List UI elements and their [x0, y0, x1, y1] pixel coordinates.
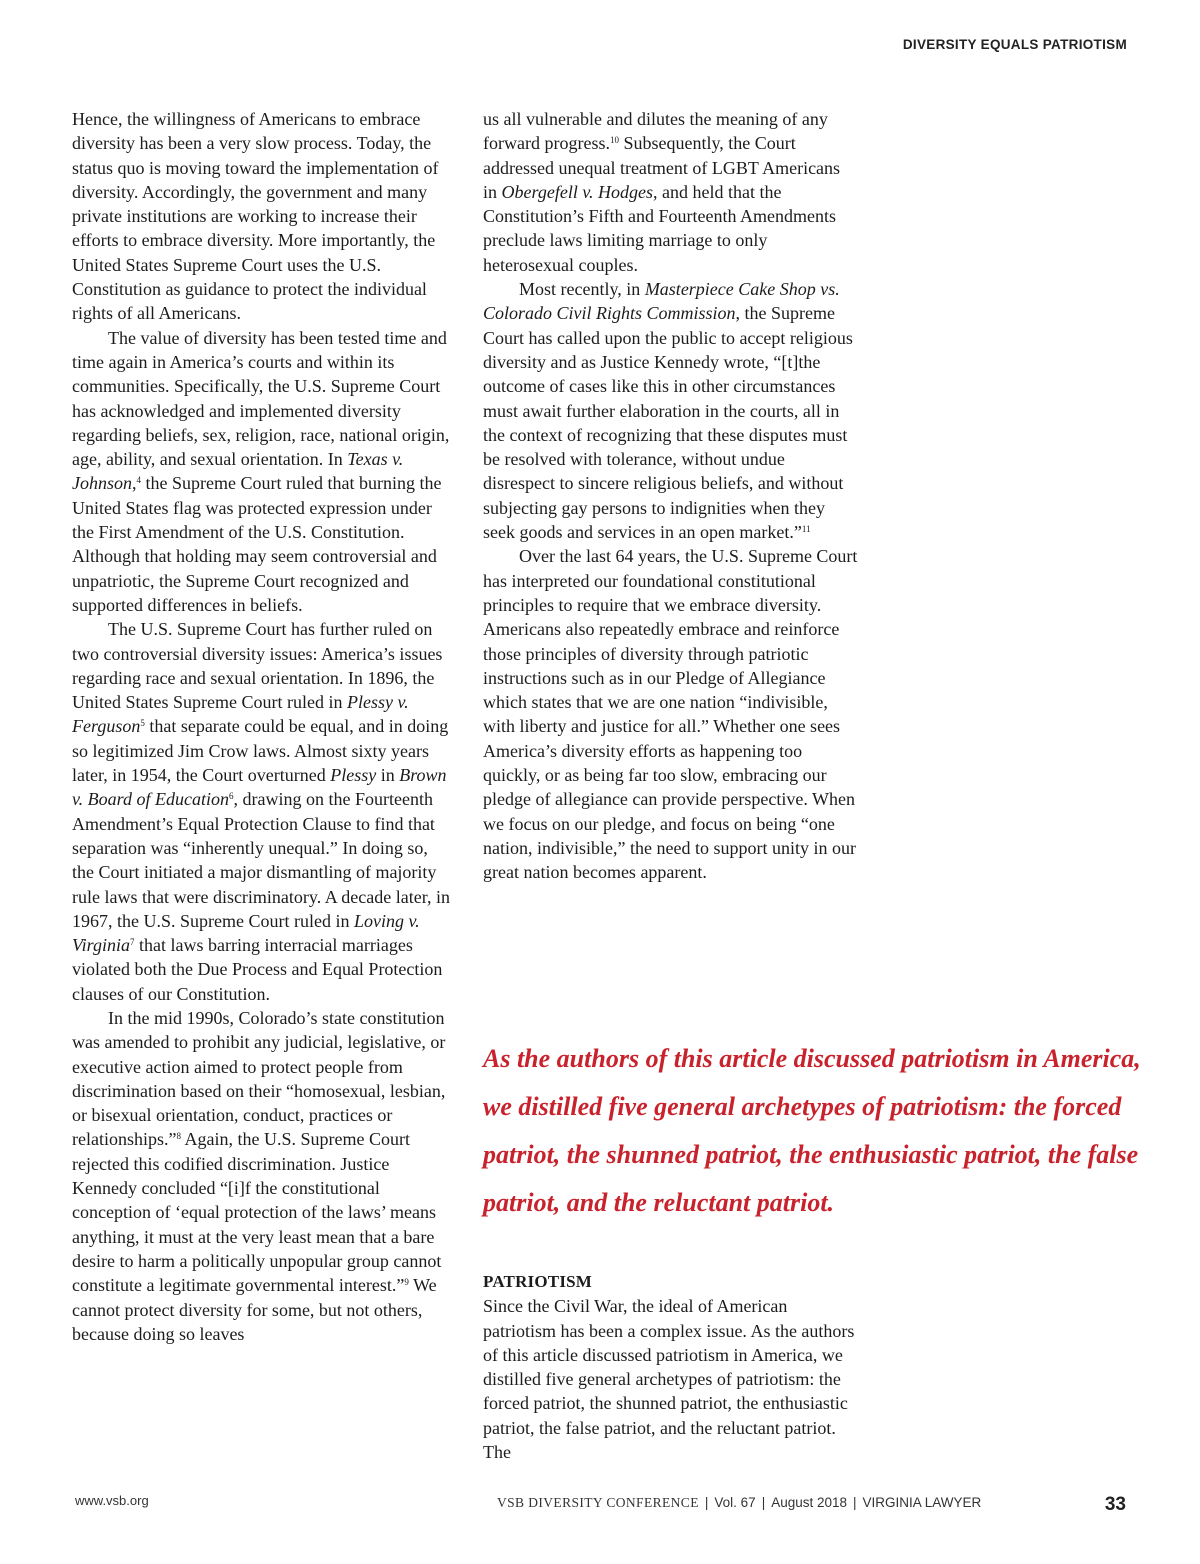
case-name: Plessy v. Ferguson [72, 692, 409, 737]
footer-volume: Vol. 67 [714, 1495, 756, 1510]
footer-publication-info [497, 1495, 981, 1511]
paragraph: In the mid 1990s, Colorado’s state constitution was amended to prohibit any judicial, legislative, or executive action aimed to protect people from discrimination based on their “homosexual, lesbian, or bisexual orientation, conduct, practices or relationships.”$^8$ Again, the U.S. Supreme Court rejected this codified discrimination. Justice Kennedy concluded “[i]f the constitutional conception of ‘equal protection of the laws’ means anything, it must at the very least mean that a bare desire to harm a politically unpopular group cannot constitute a legitimate governmental interest.”$^9$ We cannot protect diversity for some, but not others, because doing so leaves [72, 1007, 446, 1344]
footer-separator: | [761, 1495, 766, 1510]
case-name: Plessy [330, 765, 377, 786]
paragraph: Over the last 64 years, the U.S. Supreme Court has interpreted our foundational constitutional principles to require that we embrace diversity. Americans also repeatedly embrace and reinforce those principles of diversity through patriotic instructions such as in our Pledge of Allegiance which states that we are one nation “indivisible, with liberty and justice for all.” Whether one sees America’s diversity efforts as happening too quickly, or as being far too slow, embracing our pledge of allegiance can provide perspective. When we focus on our pledge, and focus on being “one nation, indivisible,” the need to support unity in our great nation becomes apparent. [483, 546, 858, 883]
case-name: Texas v. Johnson [72, 449, 404, 494]
footer-website: www.vsb.org [75, 1493, 149, 1508]
paragraph: The value of diversity has been tested time and time again in America’s courts and within its communities. Specifically, the U.S. Supreme Court has acknowledged and implemented diversity regarding beliefs, sex, religion, race, national origin, age, ability, and sexual orientation. In Texas v. Johnson,$^4$ the Supreme Court ruled that burning the United States flag was protected expression under the First Amendment of the U.S. Constitution. Although that holding may seem controversial and unpatriotic, the Supreme Court recognized and supported differences in beliefs. [72, 327, 450, 615]
pull-quote [483, 1035, 1143, 1227]
left-column [72, 107, 450, 1346]
case-name: Brown v. Board of Education [72, 765, 447, 810]
footnote-ref: 6 [228, 791, 234, 802]
paragraph: The U.S. Supreme Court has further ruled on two controversial diversity issues: America’s issues regarding race and sexual orientation. In 1896, the United States Supreme Court ruled in Plessy v. Ferguson$^5$ that separate could be equal, and in doing so legitimized Jim Crow laws. Almost sixty years later, in 1954, the Court overturned Plessy in Brown v. Board of Education$^6$, drawing on the Fourteenth Amendment’s Equal Protection Clause to find that separation was “inherently unequal.” In doing so, the Court initiated a major dismantling of majority rule laws that were discriminatory. A decade later, in 1967, the U.S. Supreme Court ruled in Loving v. Virginia$^7$ that laws barring interracial marriages violated both the Due Process and Equal Protection clauses of our Constitution. [72, 619, 450, 1004]
section-heading: PATRIOTISM [483, 1272, 593, 1291]
paragraph: Since the Civil War, the ideal of American patriotism has been a complex issue. As the authors of this article discussed patriotism in America, we distilled five general archetypes of patriotism: the forced patriot, the shunned patriot, the enthusiastic patriot, the false patriot, and the reluctant patriot. The [483, 1296, 855, 1463]
footer-publication: VIRGINIA LAWYER [862, 1495, 982, 1510]
footnote-ref: 7 [130, 937, 135, 948]
footnote-ref: 5 [140, 718, 145, 729]
footer-separator: | [704, 1495, 709, 1510]
case-name: Masterpiece Cake Shop vs. Colorado Civil Rights Commission [483, 279, 840, 324]
patriotism-section [483, 1270, 858, 1464]
paragraph: us all vulnerable and dilutes the meaning of any forward progress.$^{10}$ Subsequently, the Court addressed unequal treatment of LGBT Americans in Obergefell v. Hodges, and held that the Constitution’s Fifth and Fourteenth Amendments preclude laws limiting marriage to only heterosexual couples. [483, 109, 841, 275]
case-name: Loving v. Virginia [72, 910, 420, 956]
middle-column [483, 107, 858, 885]
paragraph: Most recently, in Masterpiece Cake Shop vs. Colorado Civil Rights Commission, the Supreme Court has called upon the public to accept religious diversity and as Justice Kennedy wrote, “[t]the outcome of cases like this in other circumstances must await further elaboration in the courts, all in the context of recognizing that these disputes must be resolved with tolerance, without undue disrespect to sincere religious beliefs, and without subjecting gay persons to indignities when they seek goods and services in an open market.”$^{11}$ [483, 279, 853, 543]
footnote-ref: 11 [801, 524, 811, 535]
pull-quote-text: As the authors of this article discussed patriotism in America, we distilled five general archetypes of patriotism: the forced patriot, the shunned patriot, the enthusiastic patriot, the false patriot, and the reluctant patriot. [483, 1044, 1141, 1217]
footnote-ref: 10 [609, 135, 619, 146]
footnote-ref: 8 [176, 1131, 181, 1142]
case-name: Obergefell v. Hodges [501, 181, 653, 202]
paragraph: Hence, the willingness of Americans to embrace diversity has been a very slow process. Today, the status quo is moving toward the implementation of diversity. Accordingly, the government and many private institutions are working to increase their efforts to embrace diversity. More importantly, the United States Supreme Court uses the U.S. Constitution as guidance to protect the individual rights of all Americans. [72, 109, 439, 324]
footnote-ref: 4 [136, 475, 141, 486]
running-header: DIVERSITY EQUALS PATRIOTISM [902, 37, 1127, 52]
footnote-ref: 9 [404, 1277, 409, 1288]
footer-separator: | [853, 1495, 857, 1510]
footer-date: August 2018 [771, 1495, 848, 1510]
footer-conference: VSB DIVERSITY CONFERENCE [497, 1495, 699, 1510]
page-number: 33 [1104, 1494, 1126, 1515]
